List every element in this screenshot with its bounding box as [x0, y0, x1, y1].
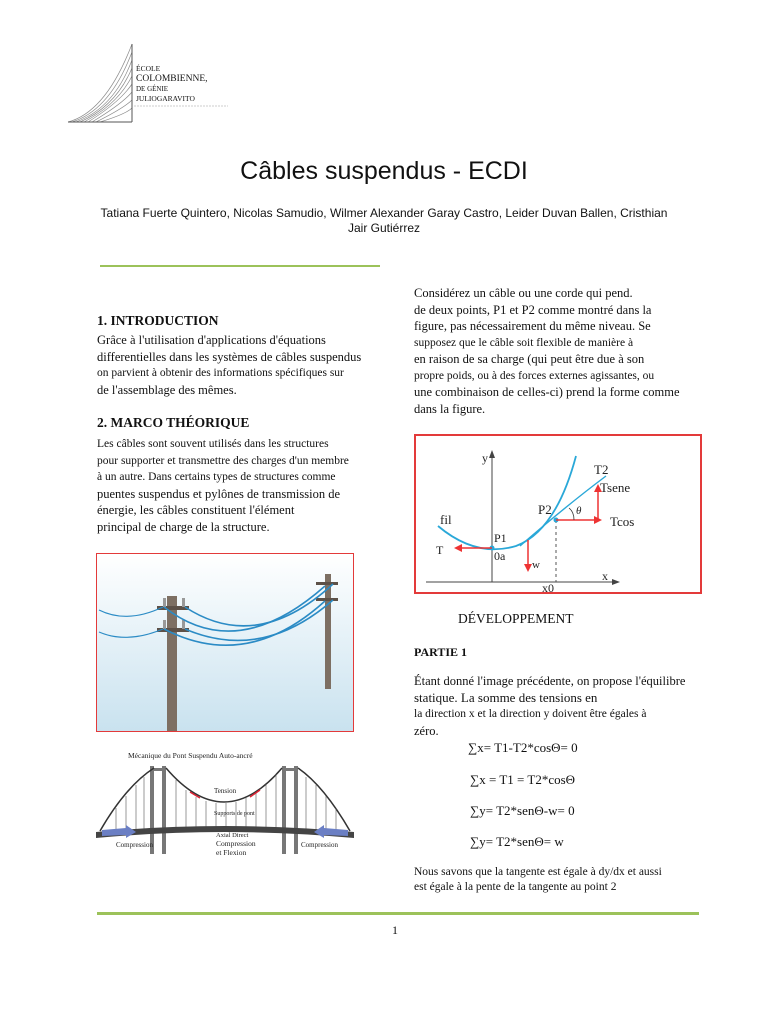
school-logo — [66, 42, 236, 124]
development-heading: DÉVELOPPEMENT — [458, 611, 574, 626]
paper-title: Câbles suspendus - ECDI — [240, 157, 528, 185]
right-intro-line: une combinaison de celles-ci) prend la forme comme — [414, 385, 680, 399]
theory-line: énergie, les câbles constituent l'élément — [97, 503, 295, 517]
part1-line: statique. La somme des tensions en — [414, 689, 598, 705]
right-intro-line: de deux points, P1 et P2 comme montré dans la — [414, 302, 652, 317]
origin-label: 0a — [494, 549, 506, 563]
support-label-4: et Flexion — [216, 848, 247, 857]
equation-1: ∑x= T1-T2*cosΘ= 0 — [468, 740, 578, 755]
compression-left-label: Compression — [116, 841, 153, 849]
tsene-label: Tsene — [600, 480, 631, 495]
part1-paragraph — [414, 673, 714, 739]
theory-heading: 2. MARCO THÉORIQUE — [97, 415, 250, 430]
theory-line: principal de charge de la structure. — [97, 519, 270, 534]
right-intro-line: en raison de sa charge (qui peut être due à son — [414, 352, 645, 366]
theta-label: θ — [576, 505, 582, 517]
closing-paragraph — [414, 865, 714, 895]
page-number: 1 — [392, 923, 398, 937]
bridge-illustration — [96, 746, 354, 862]
suspension-bridge-figure — [96, 746, 354, 862]
support-label-1: Supports de pont — [214, 811, 255, 817]
right-intro-paragraph — [414, 285, 714, 417]
logo-line-2: COLOMBIENNE, — [136, 74, 208, 84]
logo-line-4: JULIOGARAVITO — [136, 94, 195, 103]
t2-label: T2 — [594, 462, 609, 477]
right-intro-line: figure, pas nécessairement du même niveau. Se — [414, 319, 651, 333]
right-intro-line: dans la figure. — [414, 401, 486, 416]
theory-line: puentes suspendus et pylônes de transmission de — [97, 486, 341, 501]
power-line-illustration — [97, 554, 353, 731]
top-divider — [100, 265, 380, 267]
part1-line: zéro. — [414, 723, 439, 738]
logo-line-3: DE GÉNIE — [136, 85, 169, 93]
x-axis-label: x — [602, 569, 608, 583]
w-label: w — [532, 559, 540, 571]
support-label-3: Compression — [216, 839, 256, 848]
y-axis-label: y — [482, 451, 488, 465]
part1-line: Étant donné l'image précédente, on propose l'équilibre — [414, 674, 686, 688]
theory-line: à un autre. Dans certains types de structures comme — [97, 471, 336, 483]
intro-line: on parvient à obtenir des informations spécifiques sur — [97, 367, 344, 379]
cable-force-diagram-svg — [416, 436, 700, 592]
support-label-2: Axial Direct — [216, 832, 249, 839]
x0-label: x0 — [542, 581, 554, 592]
intro-line: Grâce à l'utilisation d'applications d'équations — [97, 333, 326, 347]
cable-force-diagram — [414, 434, 702, 594]
right-intro-line: Considérez un câble ou une corde qui pend. — [414, 286, 633, 300]
part1-heading: PARTIE 1 — [414, 645, 468, 659]
fil-label: fil — [440, 512, 452, 527]
part1-line: la direction x et la direction y doivent être égales à — [414, 708, 647, 720]
intro-line: differentielles dans les systèmes de câbles suspendus — [97, 349, 362, 364]
p1-label: P1 — [494, 531, 507, 545]
paper-authors: Tatiana Fuerte Quintero, Nicolas Samudio, Wilmer Alexander Garay Castro, Leider Duvan Ballen, Cristhian Jair Gutiérrez — [100, 206, 668, 235]
bottom-divider — [97, 912, 699, 915]
bridge-figure-title: Mécanique du Pont Suspendu Auto-ancré — [128, 751, 253, 760]
intro-line: de l'assemblage des mêmes. — [97, 382, 237, 397]
theory-paragraph — [97, 436, 397, 535]
tcos-label: Tcos — [610, 514, 635, 529]
theory-line: Les câbles sont souvent utilisés dans les structures — [97, 438, 329, 450]
equation-4: ∑y= T2*senΘ= w — [470, 834, 564, 849]
logo-line-1: ÉCOLE — [136, 64, 161, 73]
theory-line: pour supporter et transmettre des charges d'un membre — [97, 454, 349, 467]
closing-line: Nous savons que la tangente est égale à dy/dx et aussi — [414, 866, 662, 878]
closing-line: est égale à la pente de la tangente au point 2 — [414, 881, 617, 893]
intro-paragraph — [97, 332, 397, 398]
compression-right-label: Compression — [301, 841, 338, 849]
equation-3: ∑y= T2*senΘ-w= 0 — [470, 803, 575, 818]
tension-label: Tension — [214, 787, 237, 795]
right-intro-line: supposez que le câble soit flexible de manière à — [414, 336, 634, 349]
right-intro-line: propre poids, ou à des forces externes agissantes, ou — [414, 369, 655, 382]
equation-2: ∑x = T1 = T2*cosΘ — [470, 772, 576, 787]
power-line-figure — [96, 553, 354, 732]
p2-label: P2 — [538, 502, 552, 517]
intro-heading: 1. INTRODUCTION — [97, 313, 219, 328]
t-label: T — [436, 543, 444, 557]
